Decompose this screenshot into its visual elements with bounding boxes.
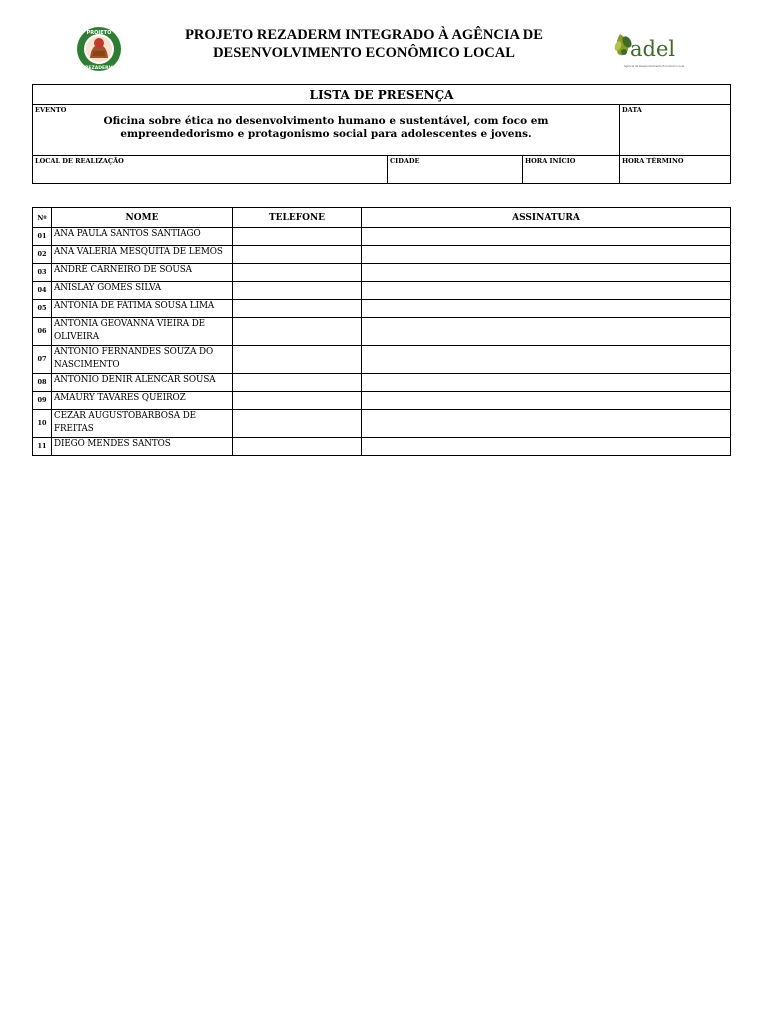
row-assinatura[interactable] [362, 318, 731, 346]
row-nome: DIEGO MENDES SANTOS [52, 438, 233, 456]
local-label: LOCAL DE REALIZAÇÃO [35, 157, 124, 165]
title-line-2: DESENVOLVIMENTO ECONÔMICO LOCAL [213, 45, 515, 61]
row-telefone[interactable] [233, 282, 362, 300]
table-row [33, 410, 731, 438]
adel-tagline: Agência de Desenvolvimento Econômico Local [623, 65, 685, 68]
row-nome: ANA PAULA SANTOS SANTIAGO [52, 228, 233, 246]
table-row [33, 374, 731, 392]
row-num: 06 [33, 318, 52, 346]
table-row [33, 392, 731, 410]
row-telefone[interactable] [233, 374, 362, 392]
table-row [33, 264, 731, 282]
row-assinatura[interactable] [362, 282, 731, 300]
adel-logo [610, 28, 694, 72]
row-telefone[interactable] [233, 392, 362, 410]
row-assinatura[interactable] [362, 300, 731, 318]
cidade-label: CIDADE [390, 157, 420, 165]
table-row [33, 318, 731, 346]
row-assinatura[interactable] [362, 346, 731, 374]
row-nome: ANISLAY GOMES SILVA [52, 282, 233, 300]
hora-inicio-field[interactable] [523, 156, 620, 184]
adel-wordmark: adel [630, 37, 676, 61]
evento-description [33, 114, 619, 141]
row-telefone[interactable] [233, 300, 362, 318]
hora-termino-field[interactable] [620, 156, 731, 184]
table-row [33, 346, 731, 374]
row-assinatura[interactable] [362, 246, 731, 264]
rezaderm-logo [76, 26, 122, 72]
row-num: 04 [33, 282, 52, 300]
row-num: 03 [33, 264, 52, 282]
row-assinatura[interactable] [362, 410, 731, 438]
list-title: LISTA DE PRESENÇA [33, 85, 731, 105]
event-info-box [32, 84, 731, 184]
row-num: 10 [33, 410, 52, 438]
row-assinatura[interactable] [362, 228, 731, 246]
row-num: 05 [33, 300, 52, 318]
row-nome: ANA VALERIA MESQUITA DE LEMOS [52, 246, 233, 264]
row-nome: ANDRÉ CARNEIRO DE SOUSA [52, 264, 233, 282]
row-num: 11 [33, 438, 52, 456]
row-telefone[interactable] [233, 228, 362, 246]
table-row [33, 300, 731, 318]
evento-line-2: empreendedorismo e protagonismo social para adolescentes e jovens. [120, 128, 532, 140]
evento-field[interactable] [33, 105, 620, 156]
table-row [33, 246, 731, 264]
row-telefone[interactable] [233, 346, 362, 374]
header-telefone: TELEFONE [233, 208, 362, 228]
row-telefone[interactable] [233, 318, 362, 346]
row-nome: AMAURY TAVARES QUEIROZ [52, 392, 233, 410]
row-nome: ANTÔNIA GEOVANNA VIEIRA DE OLIVEIRA [52, 318, 233, 346]
row-nome: ANTÔNIO FERNANDES SOUZA DO NASCIMENTO [52, 346, 233, 374]
row-assinatura[interactable] [362, 264, 731, 282]
table-row [33, 438, 731, 456]
row-assinatura[interactable] [362, 392, 731, 410]
hora-inicio-label: HORA INÍCIO [525, 157, 576, 165]
row-telefone[interactable] [233, 246, 362, 264]
row-nome: ANTÔNIO DENIR ALENCAR SOUSA [52, 374, 233, 392]
attendance-table [32, 207, 731, 456]
logo-top-text: PROJETO [86, 30, 112, 36]
evento-label: EVENTO [35, 106, 67, 114]
evento-line-1: Oficina sobre ética no desenvolvimento humano e sustentável, com foco em [103, 115, 549, 127]
table-row [33, 228, 731, 246]
row-num: 09 [33, 392, 52, 410]
header-num: Nº [33, 208, 52, 228]
row-telefone[interactable] [233, 410, 362, 438]
row-nome: ANTÔNIA DE FÁTIMA SOUSA LIMA [52, 300, 233, 318]
hora-termino-label: HORA TÉRMINO [622, 157, 684, 165]
data-label: DATA [622, 106, 642, 114]
title-line-1: PROJETO REZADERM INTEGRADO À AGÊNCIA DE [185, 27, 543, 43]
header-assinatura: ASSINATURA [362, 208, 731, 228]
table-row [33, 282, 731, 300]
document-title [150, 26, 578, 62]
row-assinatura[interactable] [362, 374, 731, 392]
row-num: 07 [33, 346, 52, 374]
row-telefone[interactable] [233, 264, 362, 282]
row-nome: CEZAR AUGUSTOBARBOSA DE FREITAS [52, 410, 233, 438]
local-field[interactable] [33, 156, 388, 184]
logo-bottom-text: REZADERM [84, 66, 114, 71]
cidade-field[interactable] [388, 156, 523, 184]
row-num: 02 [33, 246, 52, 264]
header-nome: NOME [52, 208, 233, 228]
row-telefone[interactable] [233, 438, 362, 456]
row-num: 08 [33, 374, 52, 392]
data-field[interactable] [620, 105, 731, 156]
row-num: 01 [33, 228, 52, 246]
row-assinatura[interactable] [362, 438, 731, 456]
